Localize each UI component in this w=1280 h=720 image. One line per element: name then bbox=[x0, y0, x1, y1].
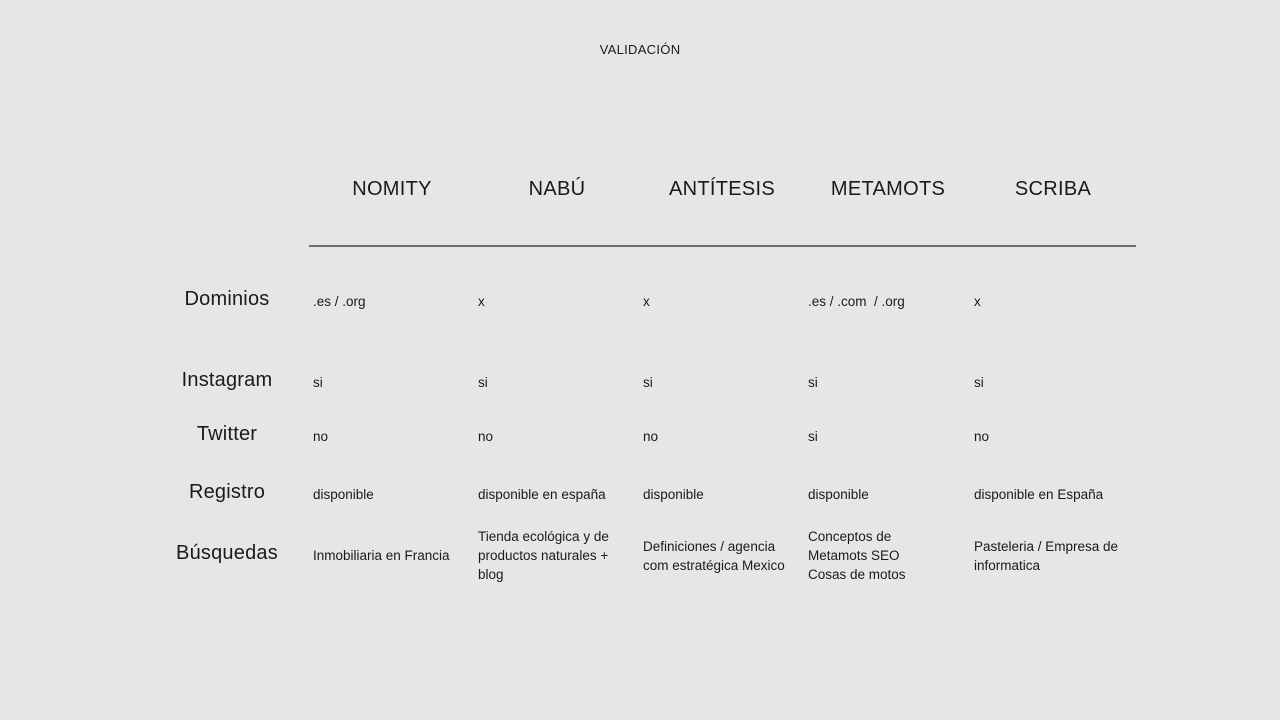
column-header-nomity: NOMITY bbox=[352, 178, 432, 200]
table-cell: no bbox=[974, 429, 990, 444]
table-cell: disponible en españa bbox=[478, 487, 606, 502]
row-label-dominios: Dominios bbox=[184, 288, 270, 310]
table-cell: disponible bbox=[808, 487, 869, 502]
table-cell: si bbox=[808, 375, 818, 390]
table-cell: Pasteleria / Empresa de informatica bbox=[974, 539, 1119, 573]
table-cell: Tienda ecológica y de productos naturales + blog bbox=[478, 529, 609, 582]
slide-title: VALIDACIÓN bbox=[599, 42, 681, 57]
table-cell: si bbox=[808, 429, 818, 444]
table-cell: no bbox=[478, 429, 494, 444]
table-cell: disponible bbox=[643, 487, 704, 502]
table-cell: disponible en España bbox=[974, 487, 1104, 502]
table-cell: Conceptos de Metamots SEO Cosas de motos bbox=[808, 529, 906, 582]
column-header-nabu: NABÚ bbox=[528, 178, 586, 200]
row-label-twitter: Twitter bbox=[196, 423, 258, 445]
table-cell: no bbox=[643, 429, 659, 444]
table-cell: si bbox=[643, 375, 653, 390]
table-cell: x bbox=[974, 294, 981, 309]
column-header-metamots: METAMOTS bbox=[830, 178, 946, 200]
header-divider bbox=[309, 245, 1136, 247]
table-cell: no bbox=[313, 429, 329, 444]
table-cell: disponible bbox=[313, 487, 374, 502]
table-cell: x bbox=[478, 294, 485, 309]
table-cell: si bbox=[313, 375, 323, 390]
row-label-instagram: Instagram bbox=[181, 369, 273, 391]
table-cell: .es / .com / .org bbox=[808, 294, 905, 309]
table-cell: Inmobiliaria en Francia bbox=[313, 548, 450, 563]
column-header-scriba: SCRIBA bbox=[1014, 178, 1092, 200]
table-cell: si bbox=[478, 375, 488, 390]
table-cell: si bbox=[974, 375, 984, 390]
row-label-busquedas: Búsquedas bbox=[176, 542, 278, 564]
row-label-registro: Registro bbox=[188, 481, 266, 503]
column-header-antitesis: ANTÍTESIS bbox=[668, 178, 776, 200]
table-cell: x bbox=[643, 294, 650, 309]
table-cell: Definiciones / agencia com estratégica Mexico bbox=[643, 539, 785, 573]
table-cell: .es / .org bbox=[313, 294, 366, 309]
